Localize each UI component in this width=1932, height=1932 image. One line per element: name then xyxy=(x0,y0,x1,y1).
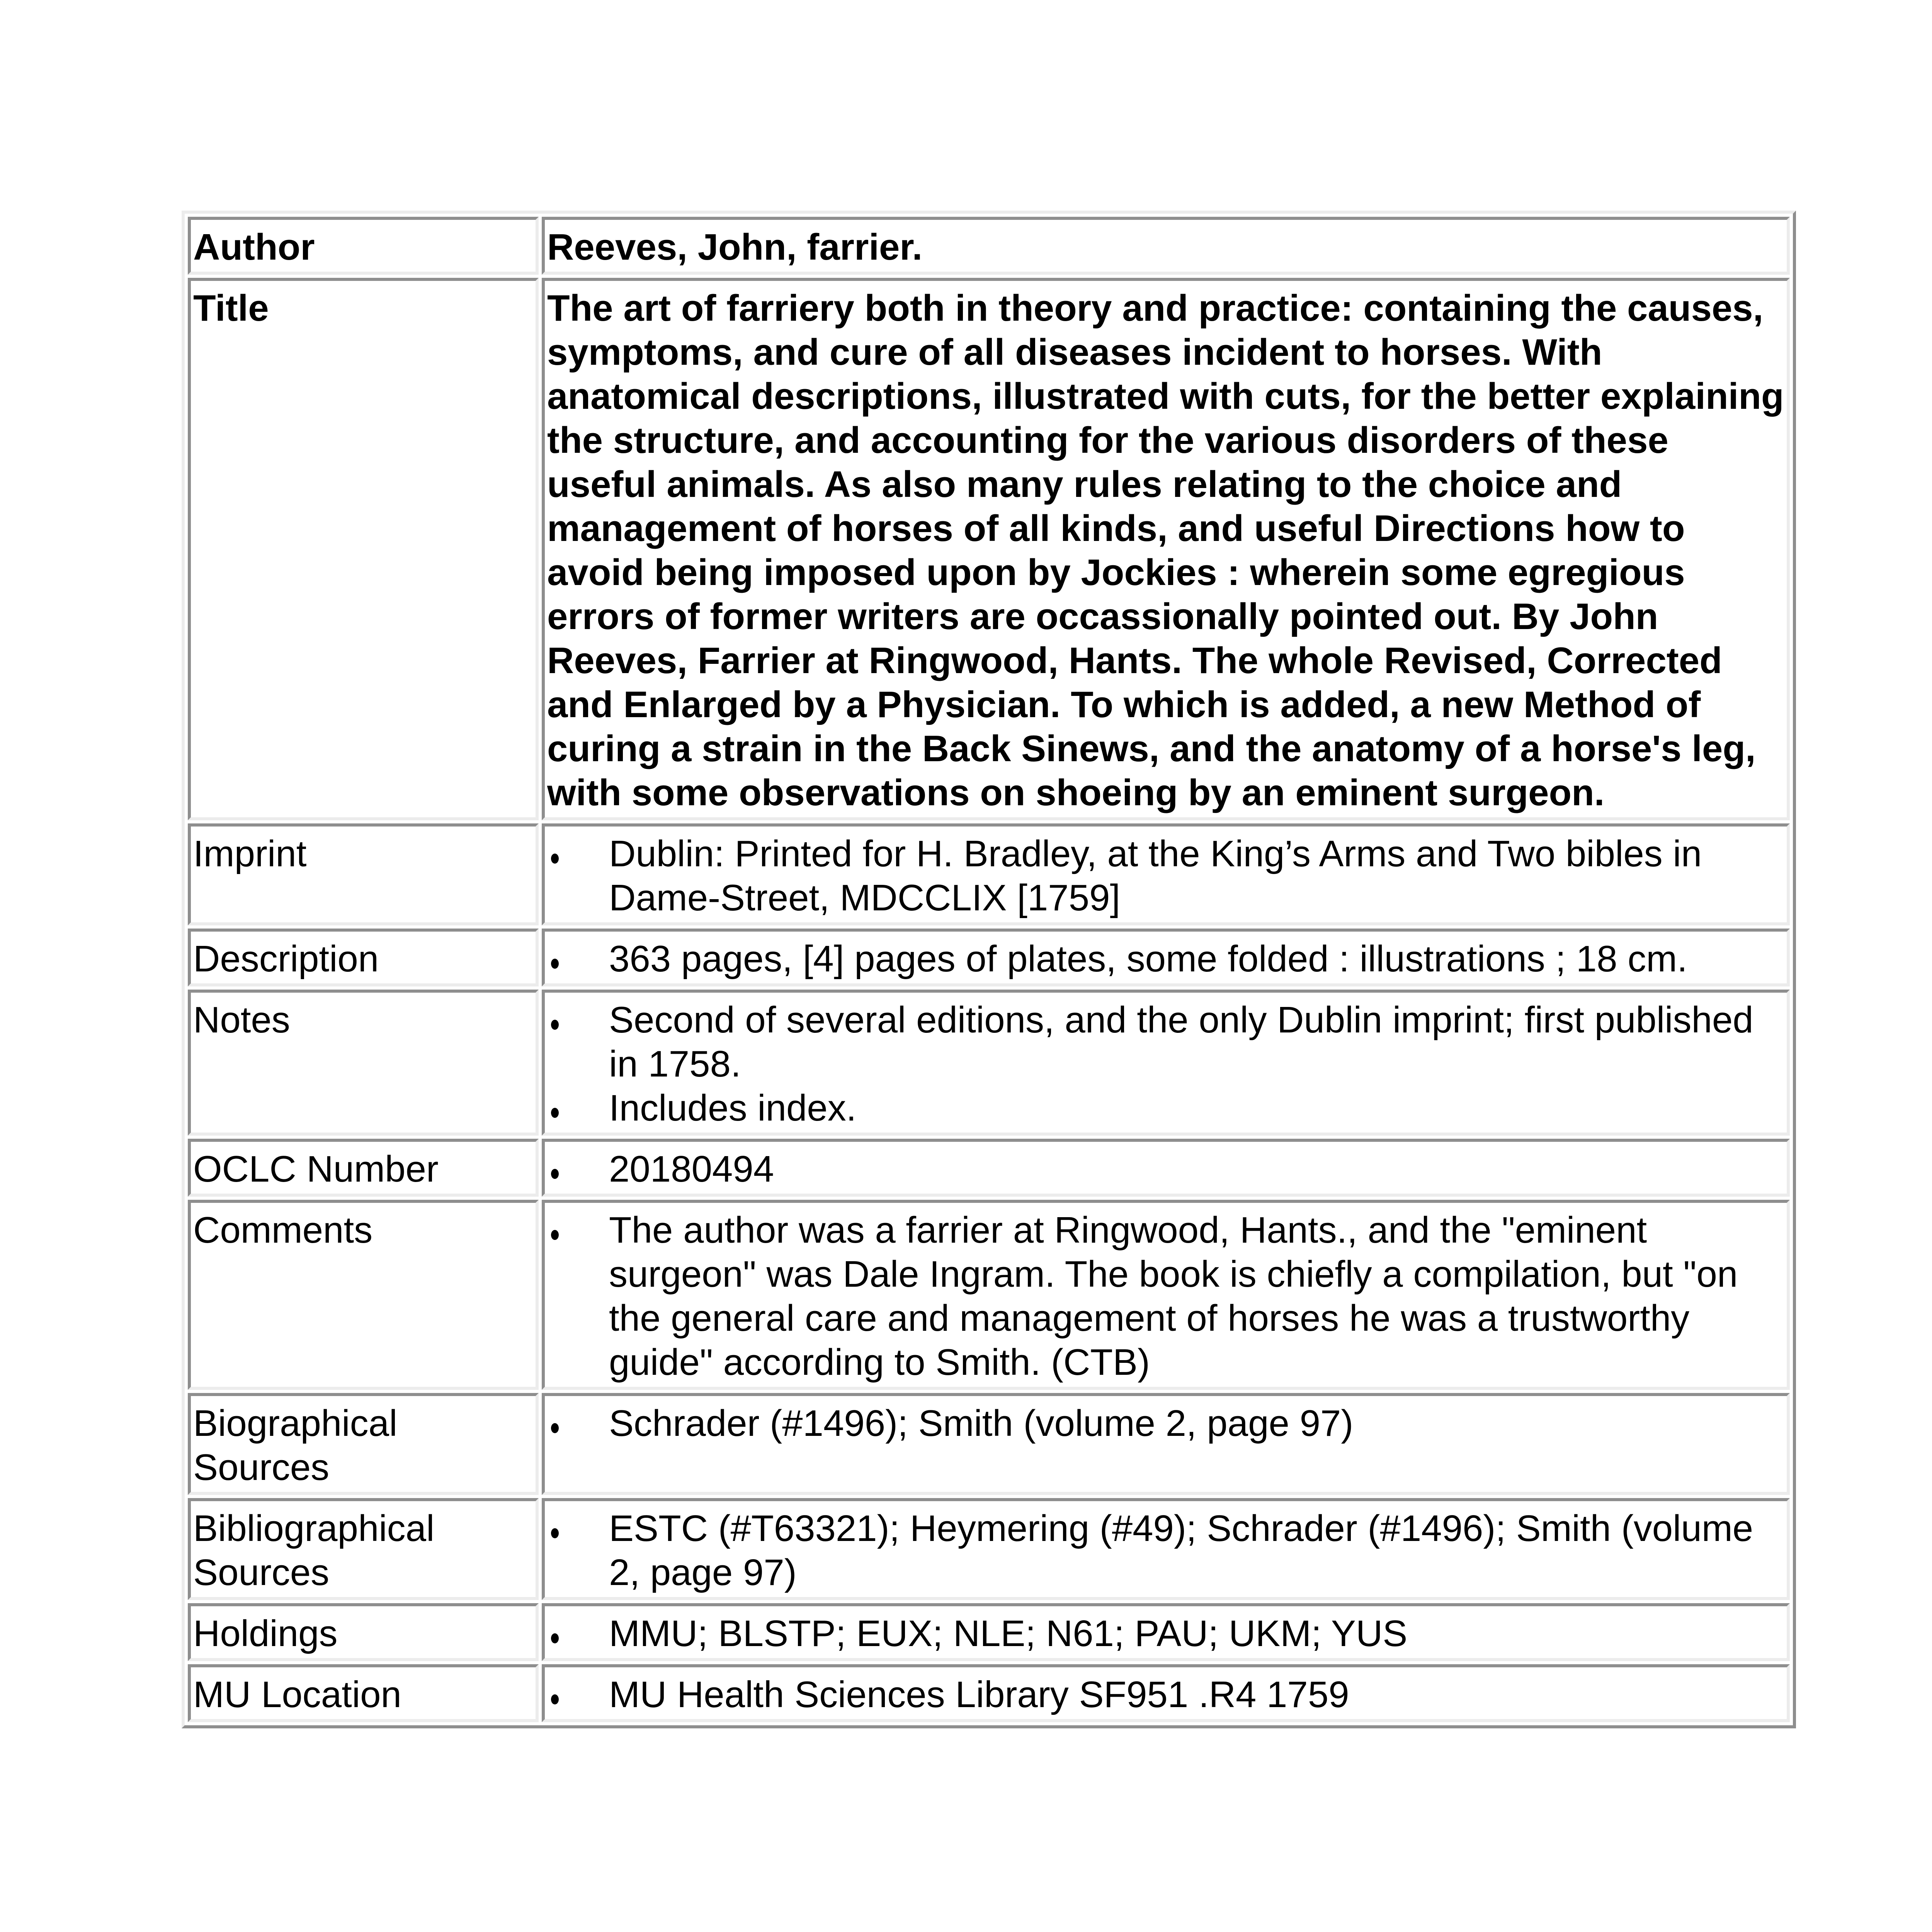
list-item: 363 pages, [4] pages of plates, some folded : illustrations ; 18 cm. xyxy=(609,937,1784,981)
row-title xyxy=(188,278,1790,820)
row-description xyxy=(188,929,1790,986)
field-label: MU Location xyxy=(188,1664,539,1722)
row-biographical-sources xyxy=(188,1393,1790,1495)
field-label: Imprint xyxy=(188,823,539,925)
bullet-list xyxy=(547,1612,1784,1656)
description-value xyxy=(542,929,1790,986)
bullet-list xyxy=(547,1401,1784,1446)
bibliographical-sources-value xyxy=(542,1498,1790,1600)
list-item: MU Health Sciences Library SF951 .R4 1759 xyxy=(609,1673,1784,1717)
row-mu-location xyxy=(188,1664,1790,1722)
bullet-list xyxy=(547,1208,1784,1384)
bullet-list xyxy=(547,832,1784,920)
list-item: Includes index. xyxy=(609,1086,1784,1130)
list-item: The author was a farrier at Ringwood, Hants., and the "eminent surgeon" was Dale Ingram. The book is chiefly a compilation, but "on the general care and management of horses he was a trustworthy guide" according to Smith. (CTB) xyxy=(609,1208,1784,1384)
bullet-list xyxy=(547,937,1784,981)
field-label: Bibliographical Sources xyxy=(188,1498,539,1600)
field-label: Biographical Sources xyxy=(188,1393,539,1495)
bullet-list xyxy=(547,1147,1784,1191)
row-comments xyxy=(188,1200,1790,1390)
bullet-list xyxy=(547,998,1784,1130)
row-holdings xyxy=(188,1603,1790,1661)
notes-value xyxy=(542,990,1790,1136)
biographical-sources-value xyxy=(542,1393,1790,1495)
bullet-list xyxy=(547,1673,1784,1717)
bullet-list xyxy=(547,1507,1784,1595)
list-item: ESTC (#T63321); Heymering (#49); Schrader (#1496); Smith (volume 2, page 97) xyxy=(609,1507,1784,1595)
list-item: MMU; BLSTP; EUX; NLE; N61; PAU; UKM; YUS xyxy=(609,1612,1784,1656)
list-item: Schrader (#1496); Smith (volume 2, page 97) xyxy=(609,1401,1784,1446)
holdings-value xyxy=(542,1603,1790,1661)
comments-value xyxy=(542,1200,1790,1390)
row-oclc-number xyxy=(188,1139,1790,1197)
field-label: Holdings xyxy=(188,1603,539,1661)
mu-location-value xyxy=(542,1664,1790,1722)
field-label: Title xyxy=(188,278,539,820)
field-label: Author xyxy=(188,217,539,275)
catalog-record-table xyxy=(182,211,1796,1728)
title-value: The art of farriery both in theory and practice: containing the causes, symptoms, and cure of all diseases incident to horses. With anatomical descriptions, illustrated with cuts, for the better explaining the structure, and accounting for the various disorders of these useful animals. As also many rules relating to the choice and management of horses of all kinds, and useful Directions how to avoid being imposed upon by Jockies : wherein some egregious errors of former writers are occassionally pointed out. By John Reeves, Farrier at Ringwood, Hants. The whole Revised, Corrected and Enlarged by a Physician. To which is added, a new Method of curing a strain in the Back Sinews, and the anatomy of a horse's leg, with some observations on shoeing by an eminent surgeon. xyxy=(542,278,1790,820)
oclc-value xyxy=(542,1139,1790,1197)
field-label: OCLC Number xyxy=(188,1139,539,1197)
list-item: 20180494 xyxy=(609,1147,1784,1191)
imprint-value xyxy=(542,823,1790,925)
row-bibliographical-sources xyxy=(188,1498,1790,1600)
list-item: Second of several editions, and the only Dublin imprint; first published in 1758. xyxy=(609,998,1784,1086)
row-notes xyxy=(188,990,1790,1136)
list-item: Dublin: Printed for H. Bradley, at the King’s Arms and Two bibles in Dame-Street, MDCCLIX [1759] xyxy=(609,832,1784,920)
field-label: Description xyxy=(188,929,539,986)
field-label: Notes xyxy=(188,990,539,1136)
field-label: Comments xyxy=(188,1200,539,1390)
row-author xyxy=(188,217,1790,275)
row-imprint xyxy=(188,823,1790,925)
author-value: Reeves, John, farrier. xyxy=(542,217,1790,275)
